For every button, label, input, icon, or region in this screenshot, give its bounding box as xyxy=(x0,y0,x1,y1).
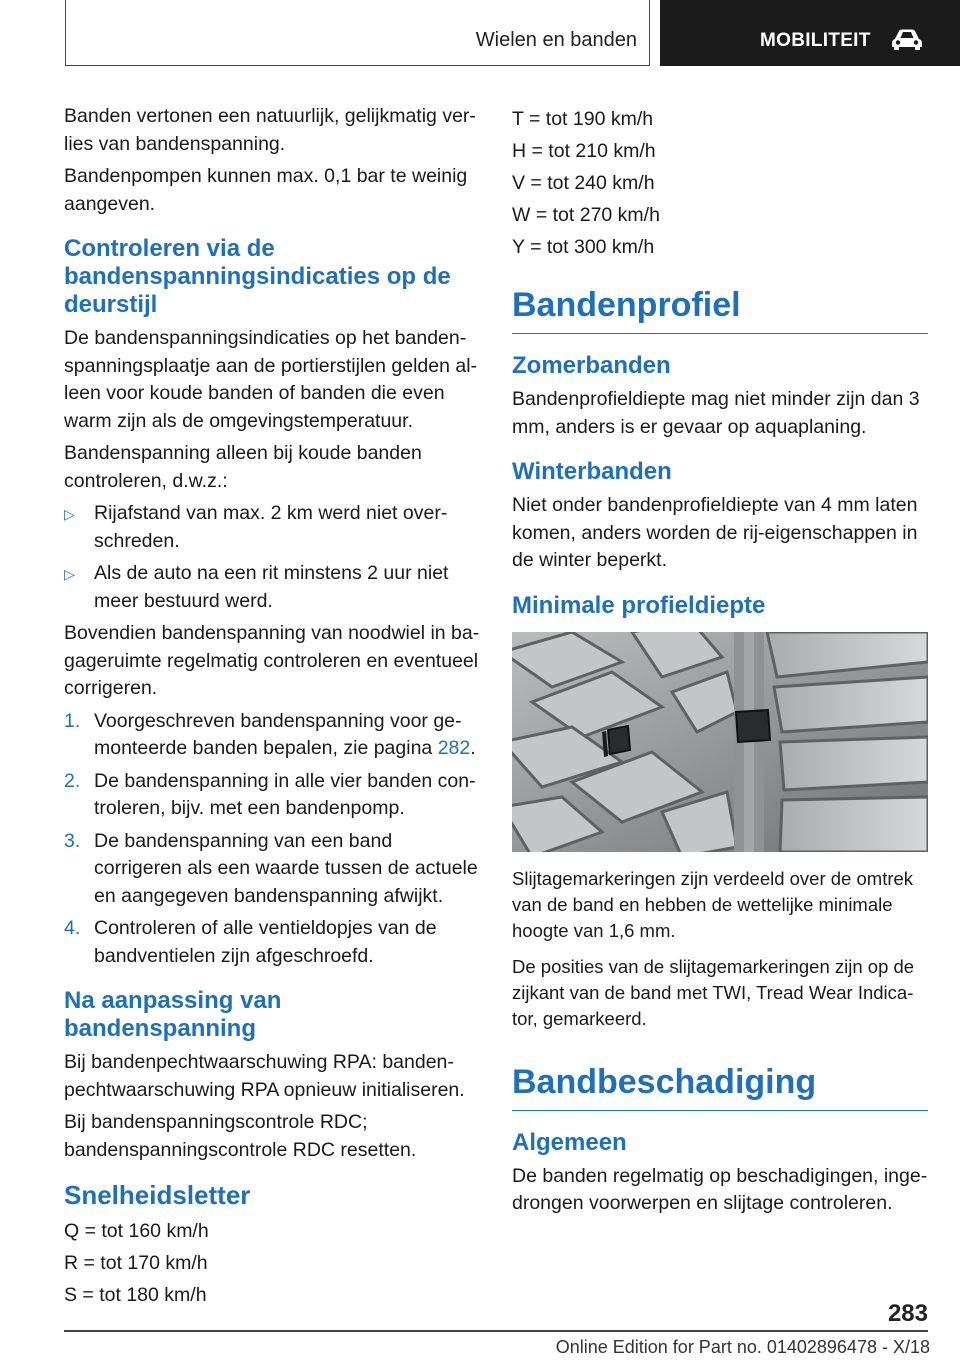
list-item xyxy=(64,500,480,555)
speed-line: H = tot 210 km/h xyxy=(512,140,656,162)
list-item xyxy=(64,915,480,970)
triangle-bullet-icon: ▷ xyxy=(64,566,75,582)
list-item-text: Als de auto na een rit minstens 2 uur niet meer bestuurd werd. xyxy=(94,562,449,612)
paragraph: De banden regelmatig op beschadigingen, ingedrongen voorwerpen en slijtage controleren. xyxy=(512,1164,928,1214)
section-title: Wielen en banden xyxy=(475,29,637,51)
paragraph: Bij bandenpechtwaarschuwing RPA: bandenpechtwaarschuwing RPA opnieuw initialiseren. xyxy=(64,1051,465,1101)
heading-aanpassing: Na aanpassing van bandenspanning xyxy=(64,987,282,1042)
list-item xyxy=(64,828,480,911)
list-item-text: Voorgeschreven bandenspanning voor gemonteerde banden bepalen, zie pagina xyxy=(94,709,462,759)
step-number: 3. xyxy=(64,829,81,852)
speed-line: Q = tot 160 km/h xyxy=(64,1220,209,1242)
footer-edition: Online Edition for Part no. 01402896478 - X/18 xyxy=(555,1337,930,1357)
heading-winterbanden: Winterbanden xyxy=(512,458,672,485)
speed-line: S = tot 180 km/h xyxy=(64,1284,207,1306)
speed-line: Y = tot 300 km/h xyxy=(512,236,655,258)
list-item xyxy=(64,708,480,763)
speed-line: R = tot 170 km/h xyxy=(64,1252,208,1274)
heading-algemeen: Algemeen xyxy=(512,1128,627,1156)
paragraph: Banden vertonen een natuurlijk, gelijkmatig verlies van bandenspanning. xyxy=(64,105,476,155)
list-item xyxy=(64,560,480,615)
chapter-title: MOBILITEIT xyxy=(760,30,871,51)
heading-minimale-profieldiepte: Minimale profieldiepte xyxy=(512,591,766,619)
paragraph: Bandenprofieldiepte mag niet minder zijn dan 3 mm, anders is er gevaar op aquaplaning. xyxy=(512,388,920,438)
paragraph: De posities van de slijtagemarkeringen zijn op de zijkant van de band met TWI, Tread Wear Indicator, gemarkeerd. xyxy=(512,955,915,1029)
triangle-bullet-icon: ▷ xyxy=(64,506,75,522)
bullet-list xyxy=(64,500,480,615)
list-item-text: De bandenspanning in alle vier banden controleren, bijv. met een bandenpomp. xyxy=(94,769,476,819)
footer-divider xyxy=(64,1330,928,1332)
car-icon xyxy=(890,28,924,50)
tire-tread-photo xyxy=(512,632,928,852)
heading-snelheidsletter: Snelheidsletter xyxy=(64,1180,251,1210)
paragraph: De bandenspanningsindicaties op het bandenspanningsplaatje aan de portierstijlen gelden alleen voor koude banden of banden die even warm zijn als de omgevingstemperatuur. xyxy=(64,327,478,432)
right-column xyxy=(512,103,928,1223)
list-item-text: Rijafstand van max. 2 km werd niet overschreden. xyxy=(94,502,448,552)
heading-bandenprofiel: Bandenprofiel xyxy=(512,285,928,334)
punctuation: . xyxy=(470,737,476,759)
paragraph: Bovendien bandenspanning van noodwiel in bagageruimte regelmatig controleren en eventueel corrigeren. xyxy=(64,622,480,699)
page-header xyxy=(0,0,960,66)
speed-line: V = tot 240 km/h xyxy=(512,172,655,194)
heading-zomerbanden: Zomerbanden xyxy=(512,352,671,379)
step-number: 1. xyxy=(64,709,81,732)
heading-bandbeschadiging: Bandbeschadiging xyxy=(512,1062,928,1111)
step-number: 2. xyxy=(64,769,81,792)
heading-controleren: Controleren via de bandenspanningsindicaties op de deurstijl xyxy=(64,235,451,318)
page-number: 283 xyxy=(887,1300,928,1327)
left-column xyxy=(64,103,480,1311)
numbered-list xyxy=(64,708,480,971)
paragraph: Niet onder bandenprofieldiepte van 4 mm laten komen, anders worden de rij-eigenschappen in de winter beperkt. xyxy=(512,494,918,571)
paragraph: Bandenpompen kunnen max. 0,1 bar te weinig aangeven. xyxy=(64,165,468,215)
step-number: 4. xyxy=(64,917,81,939)
list-item-text: De bandenspanning van een band corrigeren als een waarde tussen de actuele en aangegeven bandenspanning afwijkt. xyxy=(94,829,478,907)
paragraph: Bandenspanning alleen bij koude banden controleren, d.w.z.: xyxy=(64,442,422,492)
paragraph: Slijtagemarkeringen zijn verdeeld over de omtrek van de band en hebben de wettelijke minimale hoogte van 1,6 mm. xyxy=(512,867,914,941)
speed-line: W = tot 270 km/h xyxy=(512,204,660,226)
speed-line: T = tot 190 km/h xyxy=(512,108,654,130)
list-item xyxy=(64,768,480,823)
header-section-tab xyxy=(65,0,650,66)
page-link[interactable]: 282 xyxy=(437,737,471,759)
paragraph: Bij bandenspanningscontrole RDC; bandenspanningscontrole RDC resetten. xyxy=(64,1111,417,1161)
list-item-text: Controleren of alle ventieldopjes van de bandventielen zijn afgeschroefd. xyxy=(94,917,437,967)
header-chapter-bar xyxy=(660,0,960,66)
